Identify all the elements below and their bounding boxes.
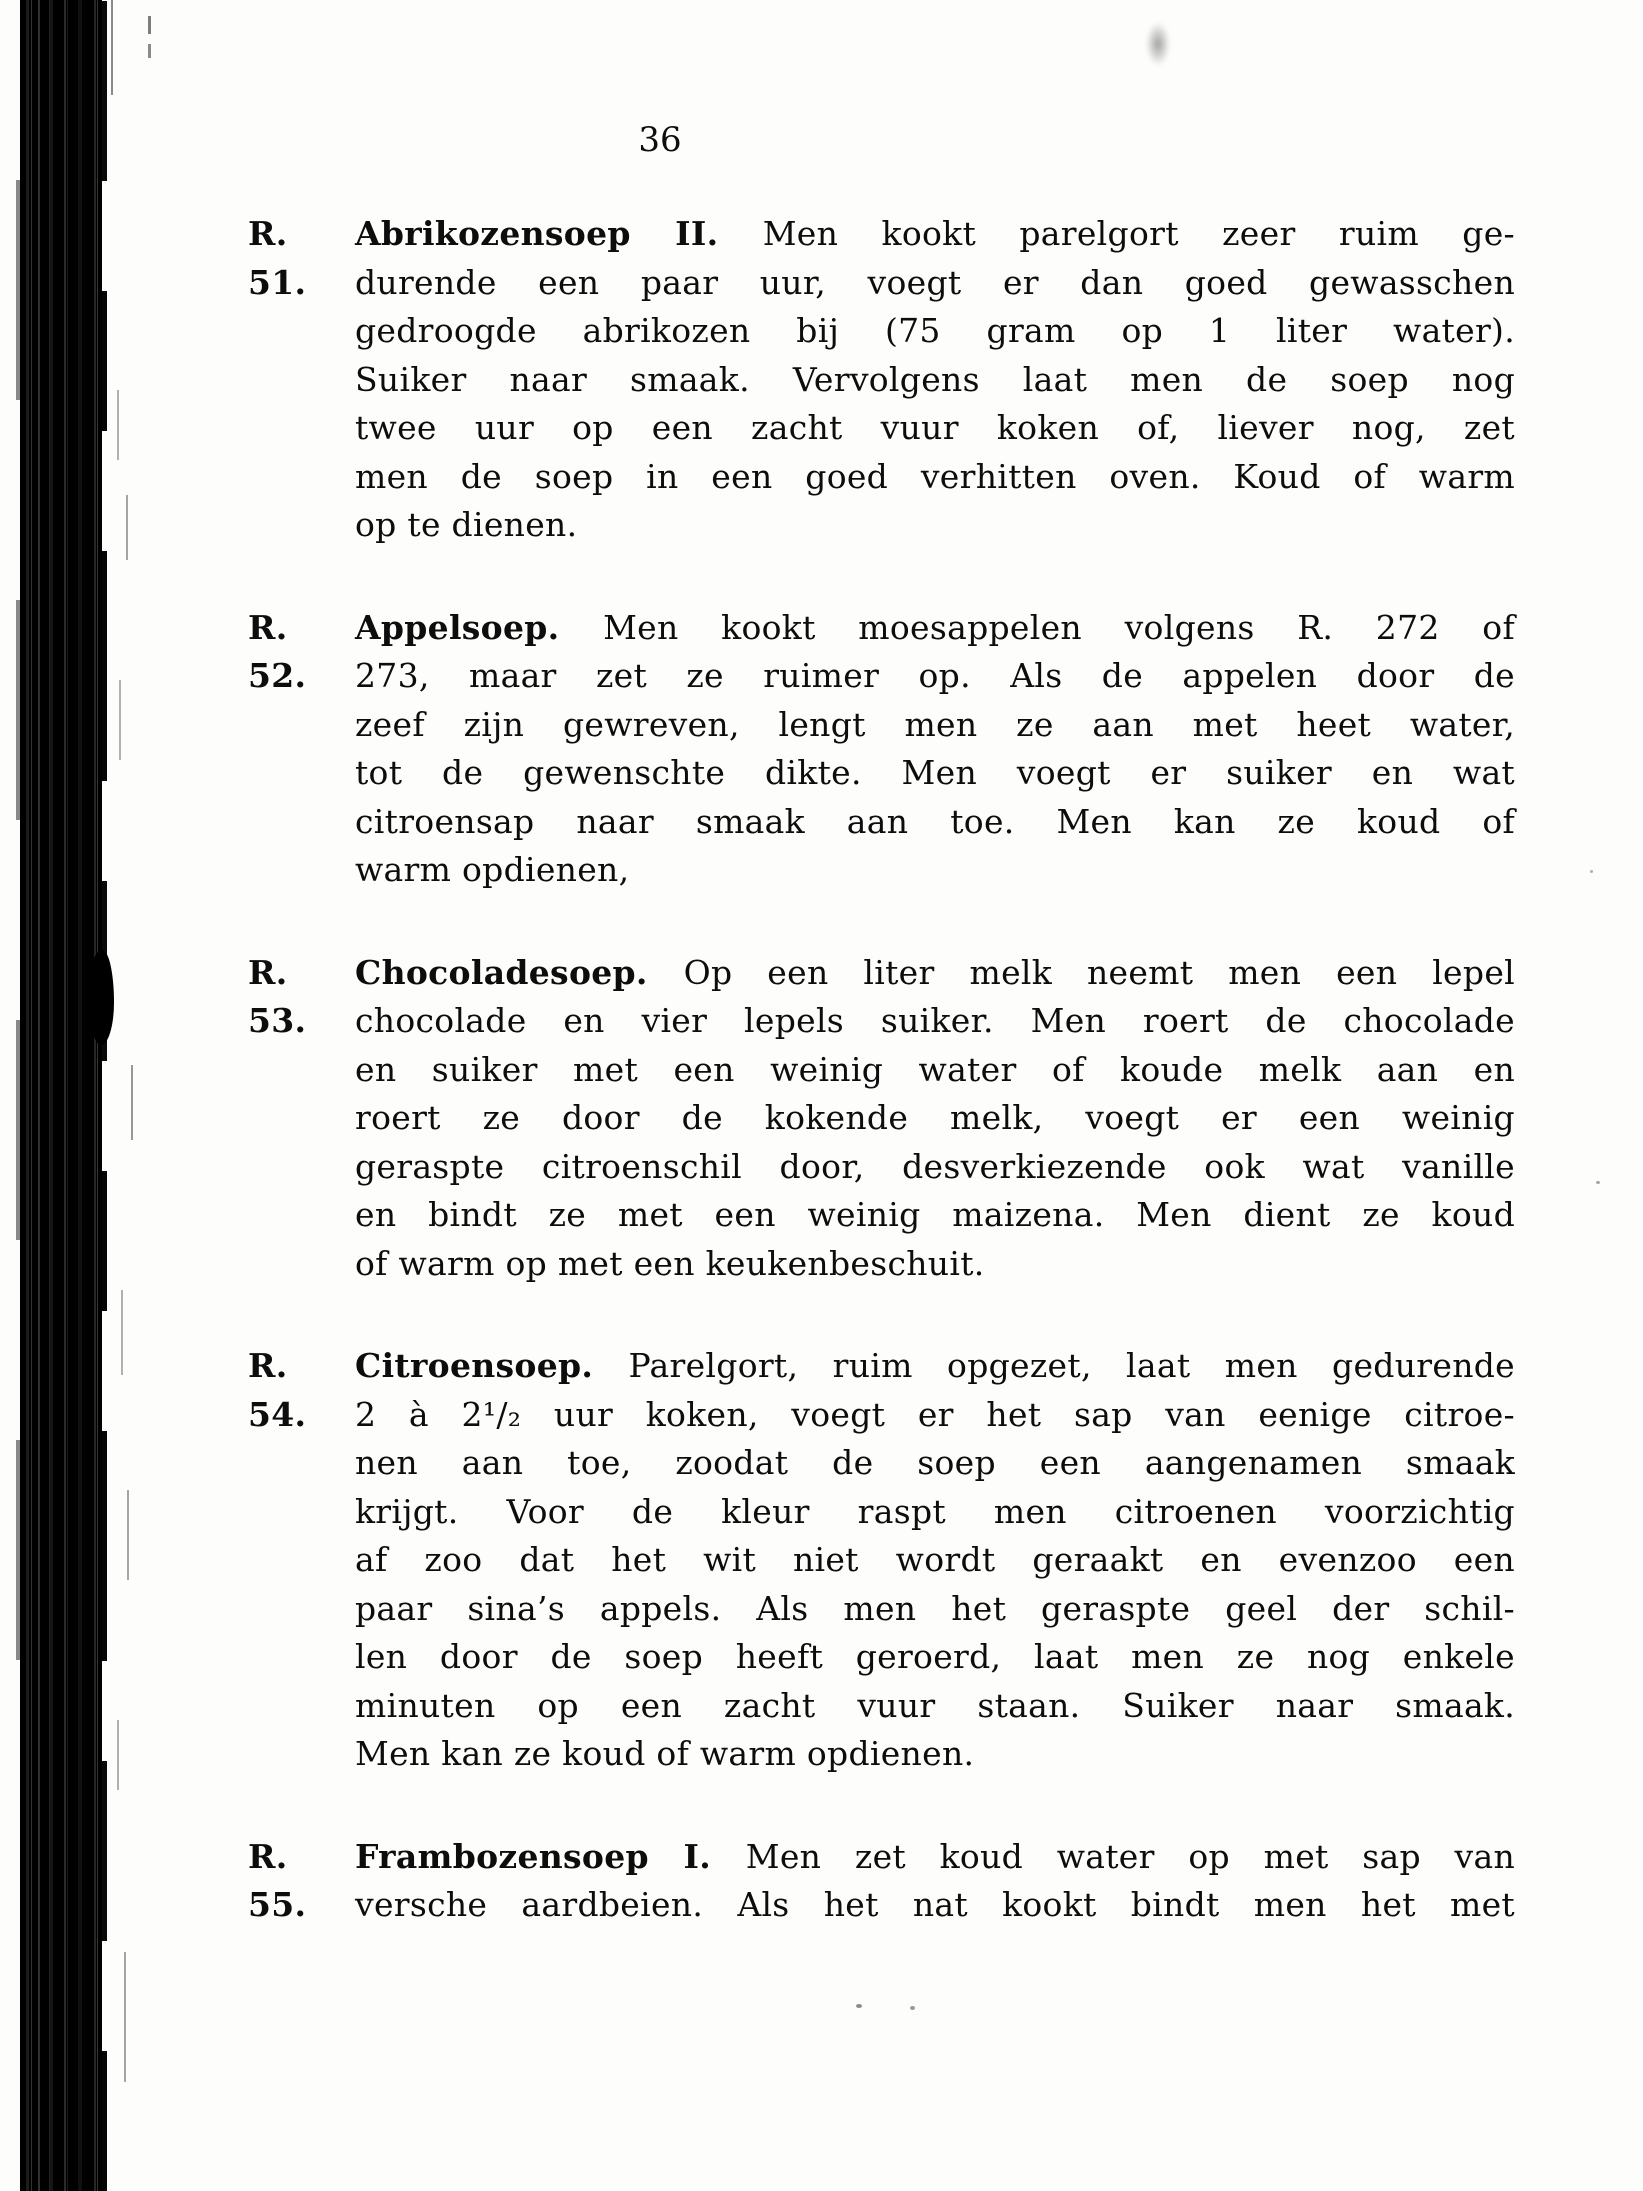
- recipe-title: Abrikozensoep II.: [355, 214, 763, 253]
- recipe-body: [355, 1342, 1515, 1779]
- recipe-label: R. 55.: [248, 1836, 307, 1924]
- recipe-label: R. 53.: [248, 952, 307, 1040]
- recipe-body: [355, 949, 1515, 1289]
- scan-streak: [117, 1720, 119, 1790]
- book-gutter-shadow: [20, 0, 102, 2191]
- scan-speck: [1590, 870, 1593, 873]
- recipe-line: of warm op met een keukenbeschuit.: [355, 1243, 985, 1283]
- scan-streak: [119, 680, 121, 760]
- recipe-line: gedroogde abrikozen bij (75 gram op 1 liter water).: [355, 311, 1515, 350]
- scan-streak: [148, 44, 151, 58]
- scan-streak: [131, 1065, 133, 1140]
- recipe-line: 273, maar zet ze ruimer op. Als de appelen door de: [355, 656, 1515, 695]
- recipe-line: krijgt. Voor de kleur raspt men citroenen voorzichtig: [355, 1491, 1515, 1531]
- recipe-line: len door de soep heeft geroerd, laat men ze nog enkele: [355, 1637, 1515, 1676]
- recipe-label: R. 54.: [248, 1346, 307, 1434]
- recipe-line: Frambozensoep I. Men zet koud water op met sap van: [355, 1836, 1515, 1876]
- recipe-line: Suiker naar smaak. Vervolgens laat men de soep nog: [355, 359, 1515, 399]
- recipe-title: Citroensoep.: [355, 1346, 629, 1385]
- recipe-line: af zoo dat het wit niet wordt geraakt en evenzoo een: [355, 1540, 1515, 1579]
- scan-speck: [1596, 1181, 1600, 1184]
- recipe-title: Chocoladesoep.: [355, 952, 684, 992]
- scan-streak: [126, 495, 128, 560]
- recipe-line: warm opdienen,: [355, 850, 630, 889]
- recipe-line: versche aardbeien. Als het nat kookt bindt men het met: [355, 1885, 1515, 1924]
- recipe-line: roert ze door de kokende melk, voegt er een weinig: [355, 1098, 1515, 1137]
- scan-streak: [111, 0, 113, 95]
- recipe-title: Appelsoep.: [355, 607, 604, 647]
- recipe-line: men de soep in een goed verhitten oven. Koud of warm: [355, 456, 1515, 496]
- page-number: 36: [638, 120, 682, 160]
- recipe-line: nen aan toe, zoodat de soep een aangenamen smaak: [355, 1443, 1515, 1482]
- recipe-line: Citroensoep. Parelgort, ruim opgezet, laat men gedurende: [355, 1346, 1516, 1385]
- recipe-line: Abrikozensoep II. Men kookt parelgort zeer ruim ge-: [355, 214, 1515, 253]
- scan-smudge: [1146, 22, 1170, 66]
- recipe-entry: [248, 1833, 1515, 1930]
- scan-streak: [127, 1490, 129, 1580]
- recipe-line: minuten op een zacht vuur staan. Suiker naar smaak.: [355, 1685, 1515, 1725]
- scan-streak: [117, 390, 119, 460]
- recipe-line: 2 à 2¹/₂ uur koken, voegt er het sap van eenige citroe-: [355, 1394, 1515, 1434]
- recipe-line: citroensap naar smaak aan toe. Men kan ze koud of: [355, 801, 1515, 841]
- recipe-entry: [248, 1342, 1515, 1779]
- recipe-line: tot de gewenschte dikte. Men voegt er suiker en wat: [355, 753, 1515, 792]
- scan-speck: [856, 2004, 862, 2008]
- scan-speck: [910, 2006, 915, 2010]
- recipe-body: [355, 210, 1515, 550]
- recipe-line: Chocoladesoep. Op een liter melk neemt men een lepel: [355, 952, 1515, 992]
- recipe-entry: [248, 949, 1515, 1289]
- gutter-ink-blob: [88, 950, 114, 1045]
- recipe-label: R. 51.: [248, 214, 307, 302]
- scan-streak: [148, 16, 151, 34]
- scan-streak: [121, 1290, 123, 1375]
- recipe-line: zeef zijn gewreven, lengt men ze aan met heet water,: [355, 704, 1515, 744]
- recipe-line: paar sina’s appels. Als men het geraspte geel der schil-: [355, 1588, 1515, 1628]
- recipe-line: chocolade en vier lepels suiker. Men roert de chocolade: [355, 1001, 1515, 1040]
- recipe-entry: [248, 604, 1515, 895]
- recipe-line: durende een paar uur, voegt er dan goed gewasschen: [355, 262, 1515, 302]
- recipe-body: [355, 604, 1515, 895]
- recipe-line: twee uur op een zacht vuur koken of, liever nog, zet: [355, 408, 1515, 447]
- recipe-label: R. 52.: [248, 607, 307, 695]
- recipe-body: [355, 1833, 1515, 1930]
- recipe-line: Men kan ze koud of warm opdienen.: [355, 1734, 975, 1773]
- recipe-line: geraspte citroenschil door, desverkiezende ook wat vanille: [355, 1146, 1515, 1186]
- scan-streak: [124, 1952, 126, 2082]
- recipe-title: Frambozensoep I.: [355, 1836, 746, 1876]
- recipe-line: en suiker met een weinig water of koude melk aan en: [355, 1049, 1515, 1089]
- recipe-entry: [248, 210, 1515, 550]
- recipes: [248, 210, 1515, 1984]
- recipe-line: op te dienen.: [355, 505, 578, 544]
- recipe-line: en bindt ze met een weinig maizena. Men dient ze koud: [355, 1195, 1515, 1234]
- recipe-line: Appelsoep. Men kookt moesappelen volgens R. 272 of: [355, 607, 1515, 647]
